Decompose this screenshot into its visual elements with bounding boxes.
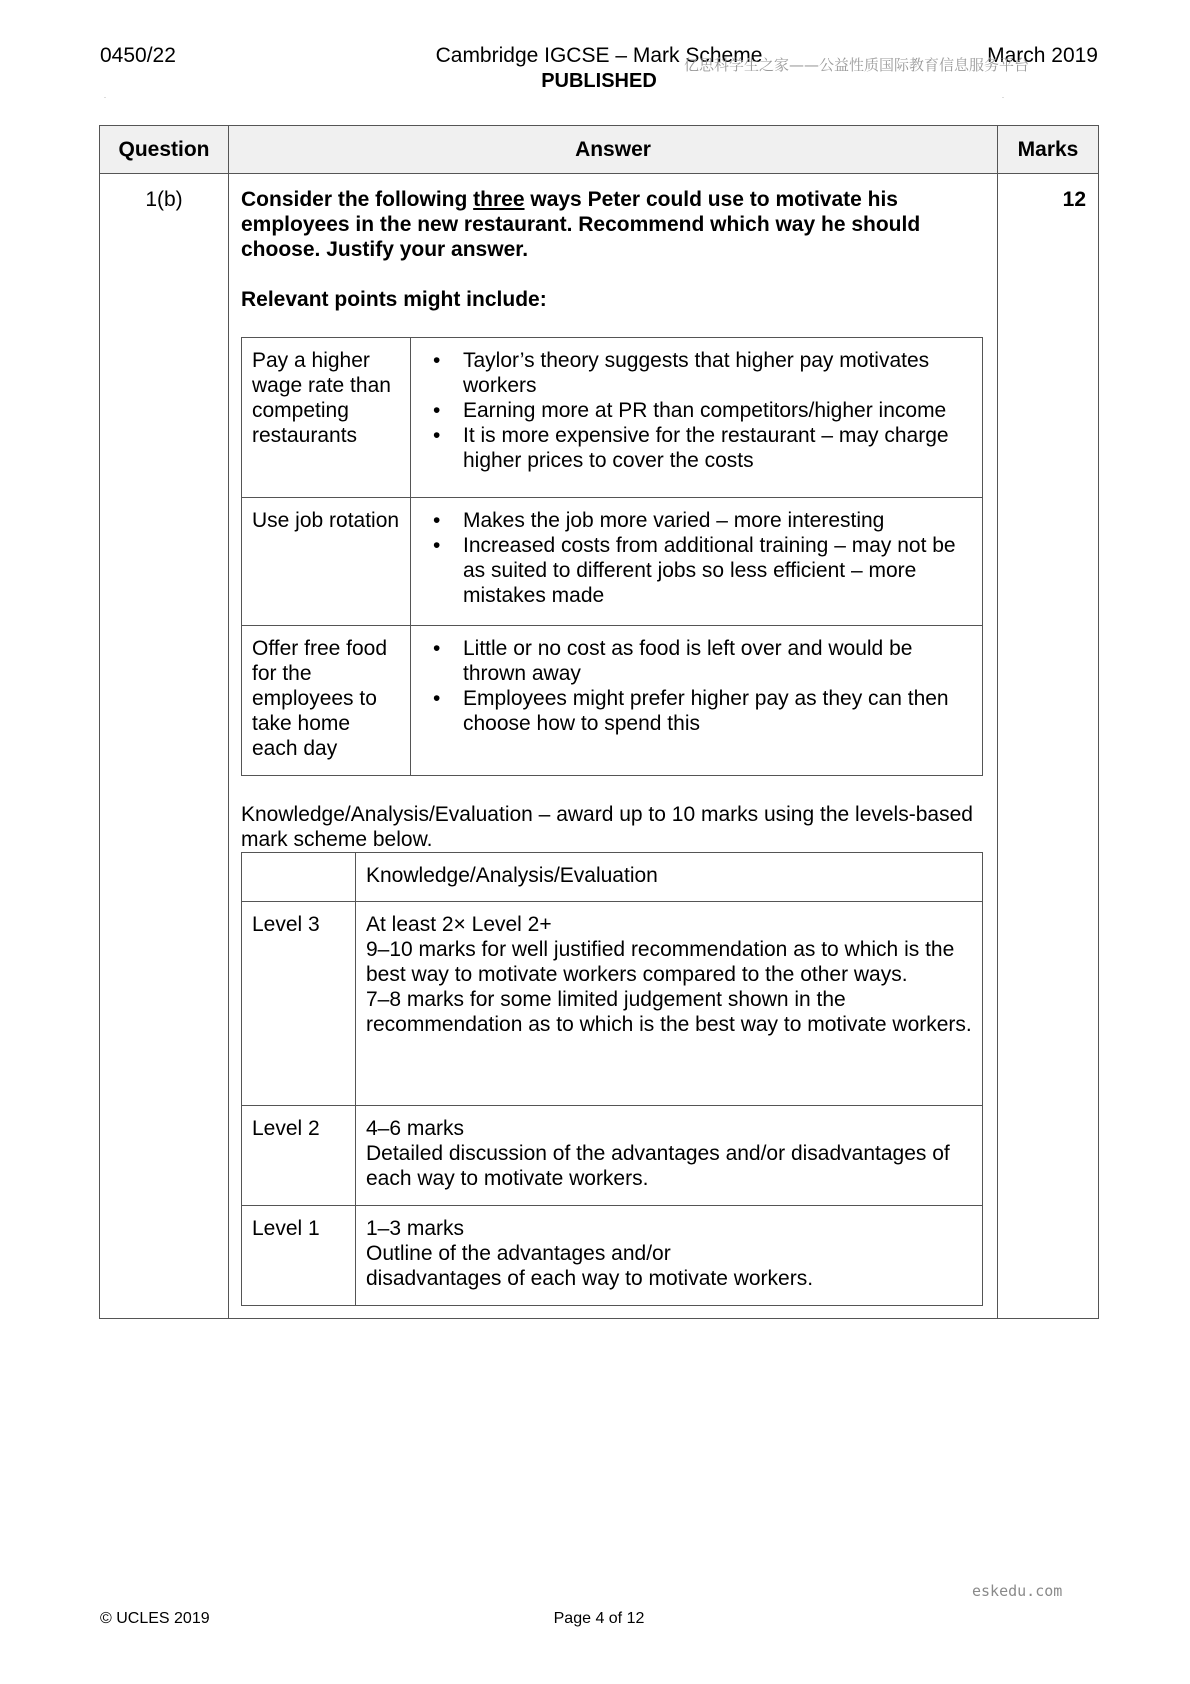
point-text: It is more expensive for the restaurant – may charge higher prices to cover the costs (463, 424, 949, 472)
point-text: Little or no cost as food is left over and would be thrown away (463, 637, 913, 685)
copyright: © UCLES 2019 (100, 1610, 210, 1627)
bullet: • (433, 687, 441, 710)
descriptor-line: Outline of the advantages and/or (366, 1242, 671, 1265)
level-row (242, 1206, 983, 1306)
site-watermark: eskedu.com (972, 1582, 1063, 1600)
ways-table (241, 337, 983, 776)
bullet: • (433, 424, 441, 447)
exam-date: March 2019 (987, 44, 1098, 67)
bullet: • (433, 534, 441, 557)
descriptor-line: At least 2× Level 2+ (366, 913, 552, 936)
list-item (421, 423, 972, 473)
way-method: Pay a higher wage rate than competing restaurants (242, 338, 411, 498)
list-item (421, 398, 972, 423)
level-label: Level 1 (242, 1206, 356, 1306)
relevant-points-heading: Relevant points might include: (241, 288, 547, 311)
answer-header: Answer (229, 126, 998, 174)
bullet: • (433, 637, 441, 660)
bullet: • (433, 349, 441, 372)
table-header-row (100, 126, 1099, 174)
level-descriptor (356, 1206, 983, 1306)
scan-mark (1002, 97, 1004, 98)
point-text: Makes the job more varied – more interesting (463, 509, 885, 532)
levels-header: Knowledge/Analysis/Evaluation (356, 853, 983, 902)
table-row (100, 174, 1099, 1319)
way-points (411, 498, 983, 626)
paper-code: 0450/22 (100, 44, 176, 67)
point-text: Increased costs from additional training – may not be as suited to different jobs so less efficient – more mistakes made (463, 534, 956, 607)
watermark-text: 亿思科学生之家——公益性质国际教育信息服务平台 (684, 56, 1030, 74)
way-method: Use job rotation (242, 498, 411, 626)
descriptor-line: 9–10 marks for well justified recommendation as to which is the best way to motivate workers compared to the other ways. (366, 938, 955, 986)
descriptor-line: 7–8 marks for some limited judgement shown in the recommendation as to which is the best way to motivate workers. (366, 988, 972, 1036)
point-text: Earning more at PR than competitors/higher income (463, 399, 947, 422)
point-text: Taylor’s theory suggests that higher pay motivates workers (463, 349, 930, 397)
marks-value: 12 (998, 174, 1099, 1319)
page-number: Page 4 of 12 (553, 1610, 645, 1627)
point-text: Employees might prefer higher pay as they can then choose how to spend this (463, 687, 949, 735)
list-item (421, 686, 972, 736)
list-item (421, 636, 972, 686)
answer-cell (229, 174, 998, 1319)
levels-table (241, 852, 983, 1306)
list-item (421, 348, 972, 398)
levels-header-row (242, 853, 983, 902)
list-item (421, 533, 972, 608)
way-points (411, 626, 983, 776)
descriptor-line: Detailed discussion of the advantages and/or disadvantages of each way to motivate workers. (366, 1142, 950, 1190)
marks-header: Marks (998, 126, 1099, 174)
prompt-text: Consider the following (241, 188, 474, 211)
level-label: Level 2 (242, 1106, 356, 1206)
descriptor-line: 4–6 marks (366, 1117, 465, 1140)
list-item (421, 508, 972, 533)
level-row (242, 1106, 983, 1206)
prompt-emphasis: three (473, 188, 525, 211)
kae-intro: Knowledge/Analysis/Evaluation – award up to 10 marks using the levels-based mark scheme below. (241, 803, 973, 851)
way-points (411, 338, 983, 498)
way-row (242, 338, 983, 498)
way-method: Offer free food for the employees to take home each day (242, 626, 411, 776)
bullet: • (433, 509, 441, 532)
question-prompt (241, 187, 984, 262)
published-label: PUBLISHED (541, 70, 657, 92)
level-row (242, 902, 983, 1106)
way-row (242, 626, 983, 776)
descriptor-line: 1–3 marks (366, 1217, 465, 1240)
level-descriptor (356, 902, 983, 1106)
way-row (242, 498, 983, 626)
document-title: Cambridge IGCSE – Mark Scheme (435, 44, 763, 67)
question-number: 1(b) (100, 174, 229, 1319)
level-descriptor (356, 1106, 983, 1206)
question-header: Question (100, 126, 229, 174)
level-header-empty (242, 853, 356, 902)
descriptor-line: disadvantages of each way to motivate workers. (366, 1267, 814, 1290)
mark-scheme-table (99, 125, 1099, 1319)
bullet: • (433, 399, 441, 422)
scan-mark (104, 97, 106, 98)
prompt-text: ways Peter could use to motivate his employees in the new restaurant. Recommend which way he should choose. Justify your answer. (241, 188, 921, 261)
level-label: Level 3 (242, 902, 356, 1106)
